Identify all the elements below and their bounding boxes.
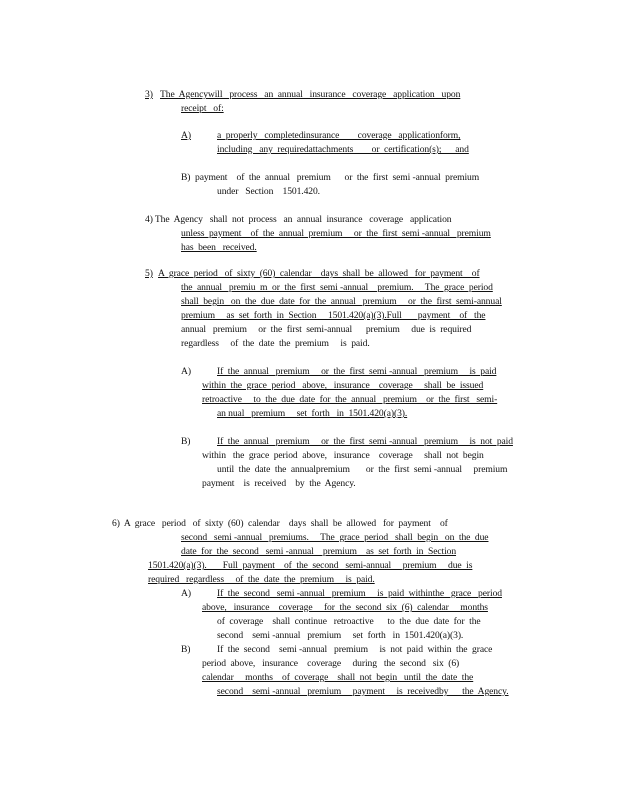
item-6-a-line-1: If the second semi -annual premium is paid withinthe grace period	[217, 588, 502, 599]
item-5-line-5: annual premium or the first semi-annual premium due is required	[181, 324, 472, 335]
item-4-line-3: has been received.	[181, 242, 257, 253]
item-3-a-line-1: a properly completedinsurance coverage applicationform,	[217, 130, 461, 141]
item-5-a-label: A)	[181, 366, 191, 377]
item-5-line-4: premium as set forth in Section 1501.420(a)(3).Full payment of the	[181, 310, 486, 321]
item-3-line-2: receipt of:	[181, 103, 224, 114]
item-6-a-line-2: above, insurance coverage for the second six (6) calendar months	[202, 602, 488, 613]
item-5-line-3: shall begin on the due date for the annual premium or the first semi-annual	[181, 296, 502, 307]
item-6-line-4: 1501.420(a)(3). Full payment of the second semi-annual premium due is	[148, 560, 473, 571]
item-3-b-line-2: under Section 1501.420.	[217, 186, 320, 197]
item-6-line-1: 6) A grace period of sixty (60) calendar days shall be allowed for payment of	[112, 518, 448, 529]
item-6-b-label: B)	[181, 644, 191, 655]
item-5-a-line-1: If the annual premium or the first semi -annual premium is paid	[217, 366, 497, 377]
item-5-b-line-3: until the date the annualpremium or the first semi -annual premium	[217, 464, 508, 475]
item-5-b-label: B)	[181, 436, 191, 447]
item-6-line-3: date for the second semi -annual premium as set forth in Section	[181, 546, 457, 557]
item-6-a-line-4: second semi -annual premium set forth in 1501.420(a)(3).	[217, 630, 464, 641]
item-5-b-line-4: payment is received by the Agency.	[202, 478, 356, 489]
item-6-b-line-1: If the second semi -annual premium is not paid within the grace	[217, 644, 493, 655]
item-5-number: 5)	[145, 268, 153, 279]
item-3-b-line-1: B) payment of the annual premium or the first semi -annual premium	[181, 172, 480, 183]
item-3-line-1: The Agencywill process an annual insurance coverage application upon	[160, 89, 461, 100]
item-5-b-line-1: If the annual premium or the first semi -annual premium is not paid	[217, 436, 513, 447]
item-6-a-label: A)	[181, 588, 191, 599]
item-5-a-line-4: an nual premium set forth in 1501.420(a)(3).	[217, 408, 408, 419]
item-3-a-label: A)	[181, 130, 191, 141]
item-6-b-line-2: period above, insurance coverage during the second six (6)	[202, 658, 460, 669]
item-6-line-5: required regardless of the date the premium is paid.	[148, 574, 375, 585]
item-6-a-line-3: of coverage shall continue retroactive to the due date for the	[217, 616, 481, 627]
item-5-a-line-2: within the grace period above, insurance coverage shall be issued	[202, 380, 484, 391]
item-6-b-line-4: second semi -annual premium payment is receivedby the Agency.	[217, 686, 509, 697]
item-6-line-2: second semi -annual premiums. The grace period shall begin on the due	[181, 532, 489, 543]
item-5-line-2: the annual premiu m or the first semi -annual premium. The grace period	[181, 282, 493, 293]
item-5-a-line-3: retroactive to the due date for the annual premium or the first semi-	[202, 394, 498, 405]
item-5-line-6: regardless of the date the premium is paid.	[181, 338, 370, 349]
item-5-line-1: A grace period of sixty (60) calendar days shall be allowed for payment of	[158, 268, 480, 279]
item-5-b-line-2: within the grace period above, insurance coverage shall not begin	[202, 450, 484, 461]
item-6-b-line-3: calendar months of coverage shall not begin until the date the	[202, 672, 474, 683]
item-4-line-1: 4) The Agency shall not process an annual insurance coverage application	[145, 214, 452, 225]
item-3-number: 3)	[145, 89, 153, 100]
item-4-line-2: unless payment of the annual premium or the first semi -annual premium	[181, 228, 491, 239]
item-3-a-line-2: including any requiredattachments or certification(s); and	[217, 144, 469, 155]
